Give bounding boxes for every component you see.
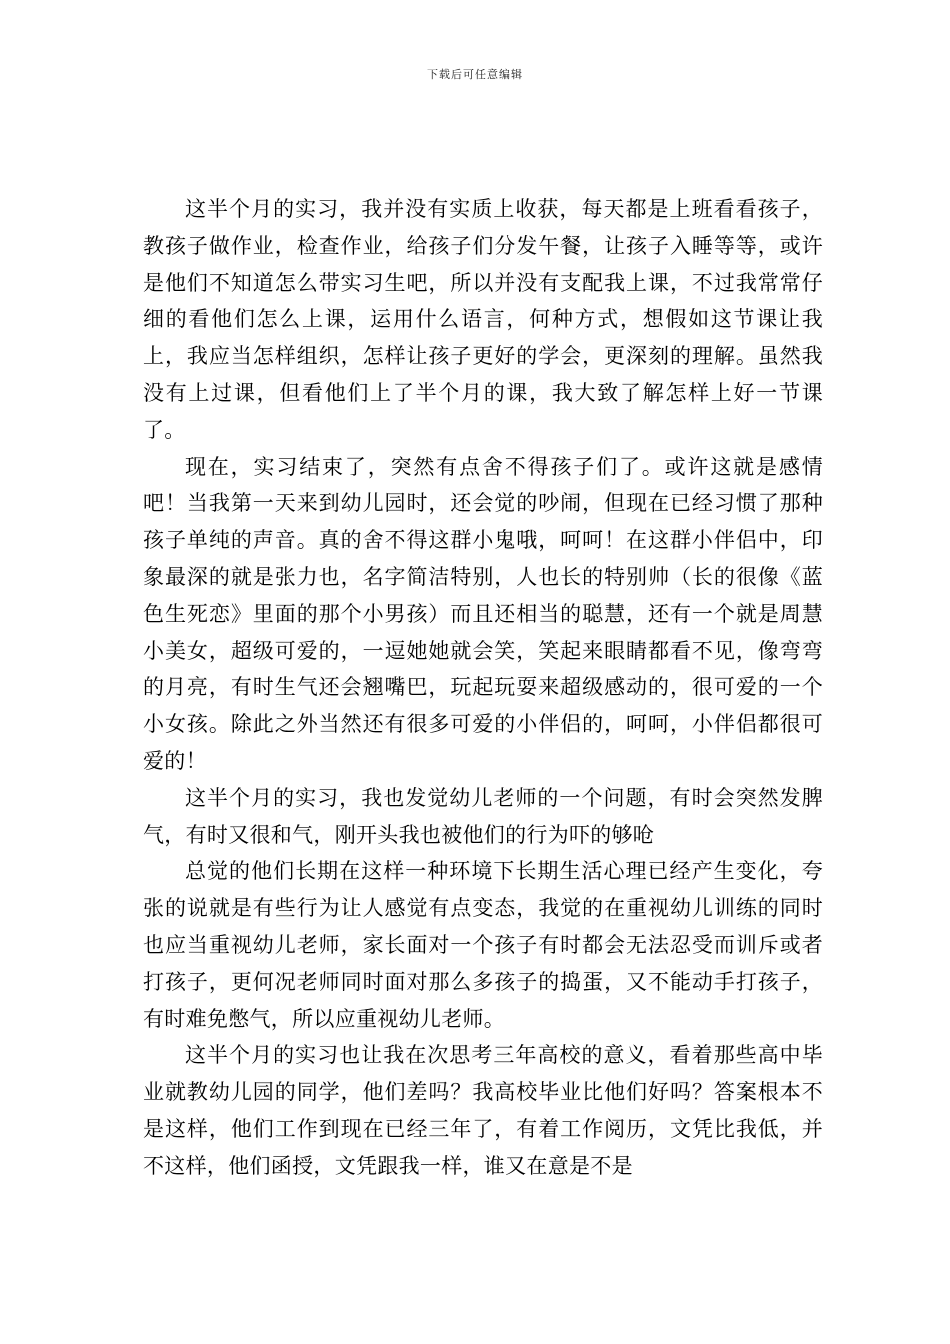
paragraph-5: 这半个月的实习也让我在次思考三年高校的意义，看着那些高中毕业就教幼儿园的同学，他们差吗？我高校毕业比他们好吗？答案根本不是这样，他们工作到现在已经三年了，有着工作阅历，文凭比我低，并不这样，他们函授，文凭跟我一样，谁又在意是不是 [143, 1043, 823, 1178]
page-header: 下载后可任意编辑 [427, 68, 523, 81]
paragraph-1: 这半个月的实习，我并没有实质上收获，每天都是上班看看孩子，教孩子做作业，检查作业，给孩子们分发午餐，让孩子入睡等等，或许是他们不知道怎么带实习生吧，所以并没有支配我上课，不过我常常仔细的看他们怎么上课，运用什么语言，何种方式，想假如这节课让我上，我应当怎样组织，怎样让孩子更好的学会，更深刻的理解。虽然我没有上过课，但看他们上了半个月的课，我大致了解怎样上好一节课了。 [143, 197, 823, 442]
paragraph-2: 现在，实习结束了，突然有点舍不得孩子们了。或许这就是感情吧！当我第一天来到幼儿园时，还会觉的吵闹，但现在已经习惯了那种孩子单纯的声音。真的舍不得这群小鬼哦，呵呵！在这群小伴侣中，印象最深的就是张力也，名字简洁特别，人也长的特别帅（长的很像《蓝色生死恋》里面的那个小男孩）而且还相当的聪慧，还有一个就是周慧小美女，超级可爱的，一逗她她就会笑，笑起来眼睛都看不见，像弯弯的月亮，有时生气还会翘嘴巴，玩起玩耍来超级感动的，很可爱的一个小女孩。除此之外当然还有很多可爱的小伴侣的，呵呵，小伴侣都很可爱的！ [143, 454, 823, 773]
document-body [143, 191, 823, 1185]
paragraph-4: 总觉的他们长期在这样一种环境下长期生活心理已经产生变化，夸张的说就是有些行为让人感觉有点变态，我觉的在重视幼儿训练的同时也应当重视幼儿老师，家长面对一个孩子有时都会无法忍受而训斥或者打孩子，更何况老师同时面对那么多孩子的捣蛋，又不能动手打孩子，有时难免憋气，所以应重视幼儿老师。 [143, 859, 823, 1031]
paragraph-3: 这半个月的实习，我也发觉幼儿老师的一个问题，有时会突然发脾气，有时又很和气，刚开头我也被他们的行为吓的够呛 [143, 785, 823, 847]
